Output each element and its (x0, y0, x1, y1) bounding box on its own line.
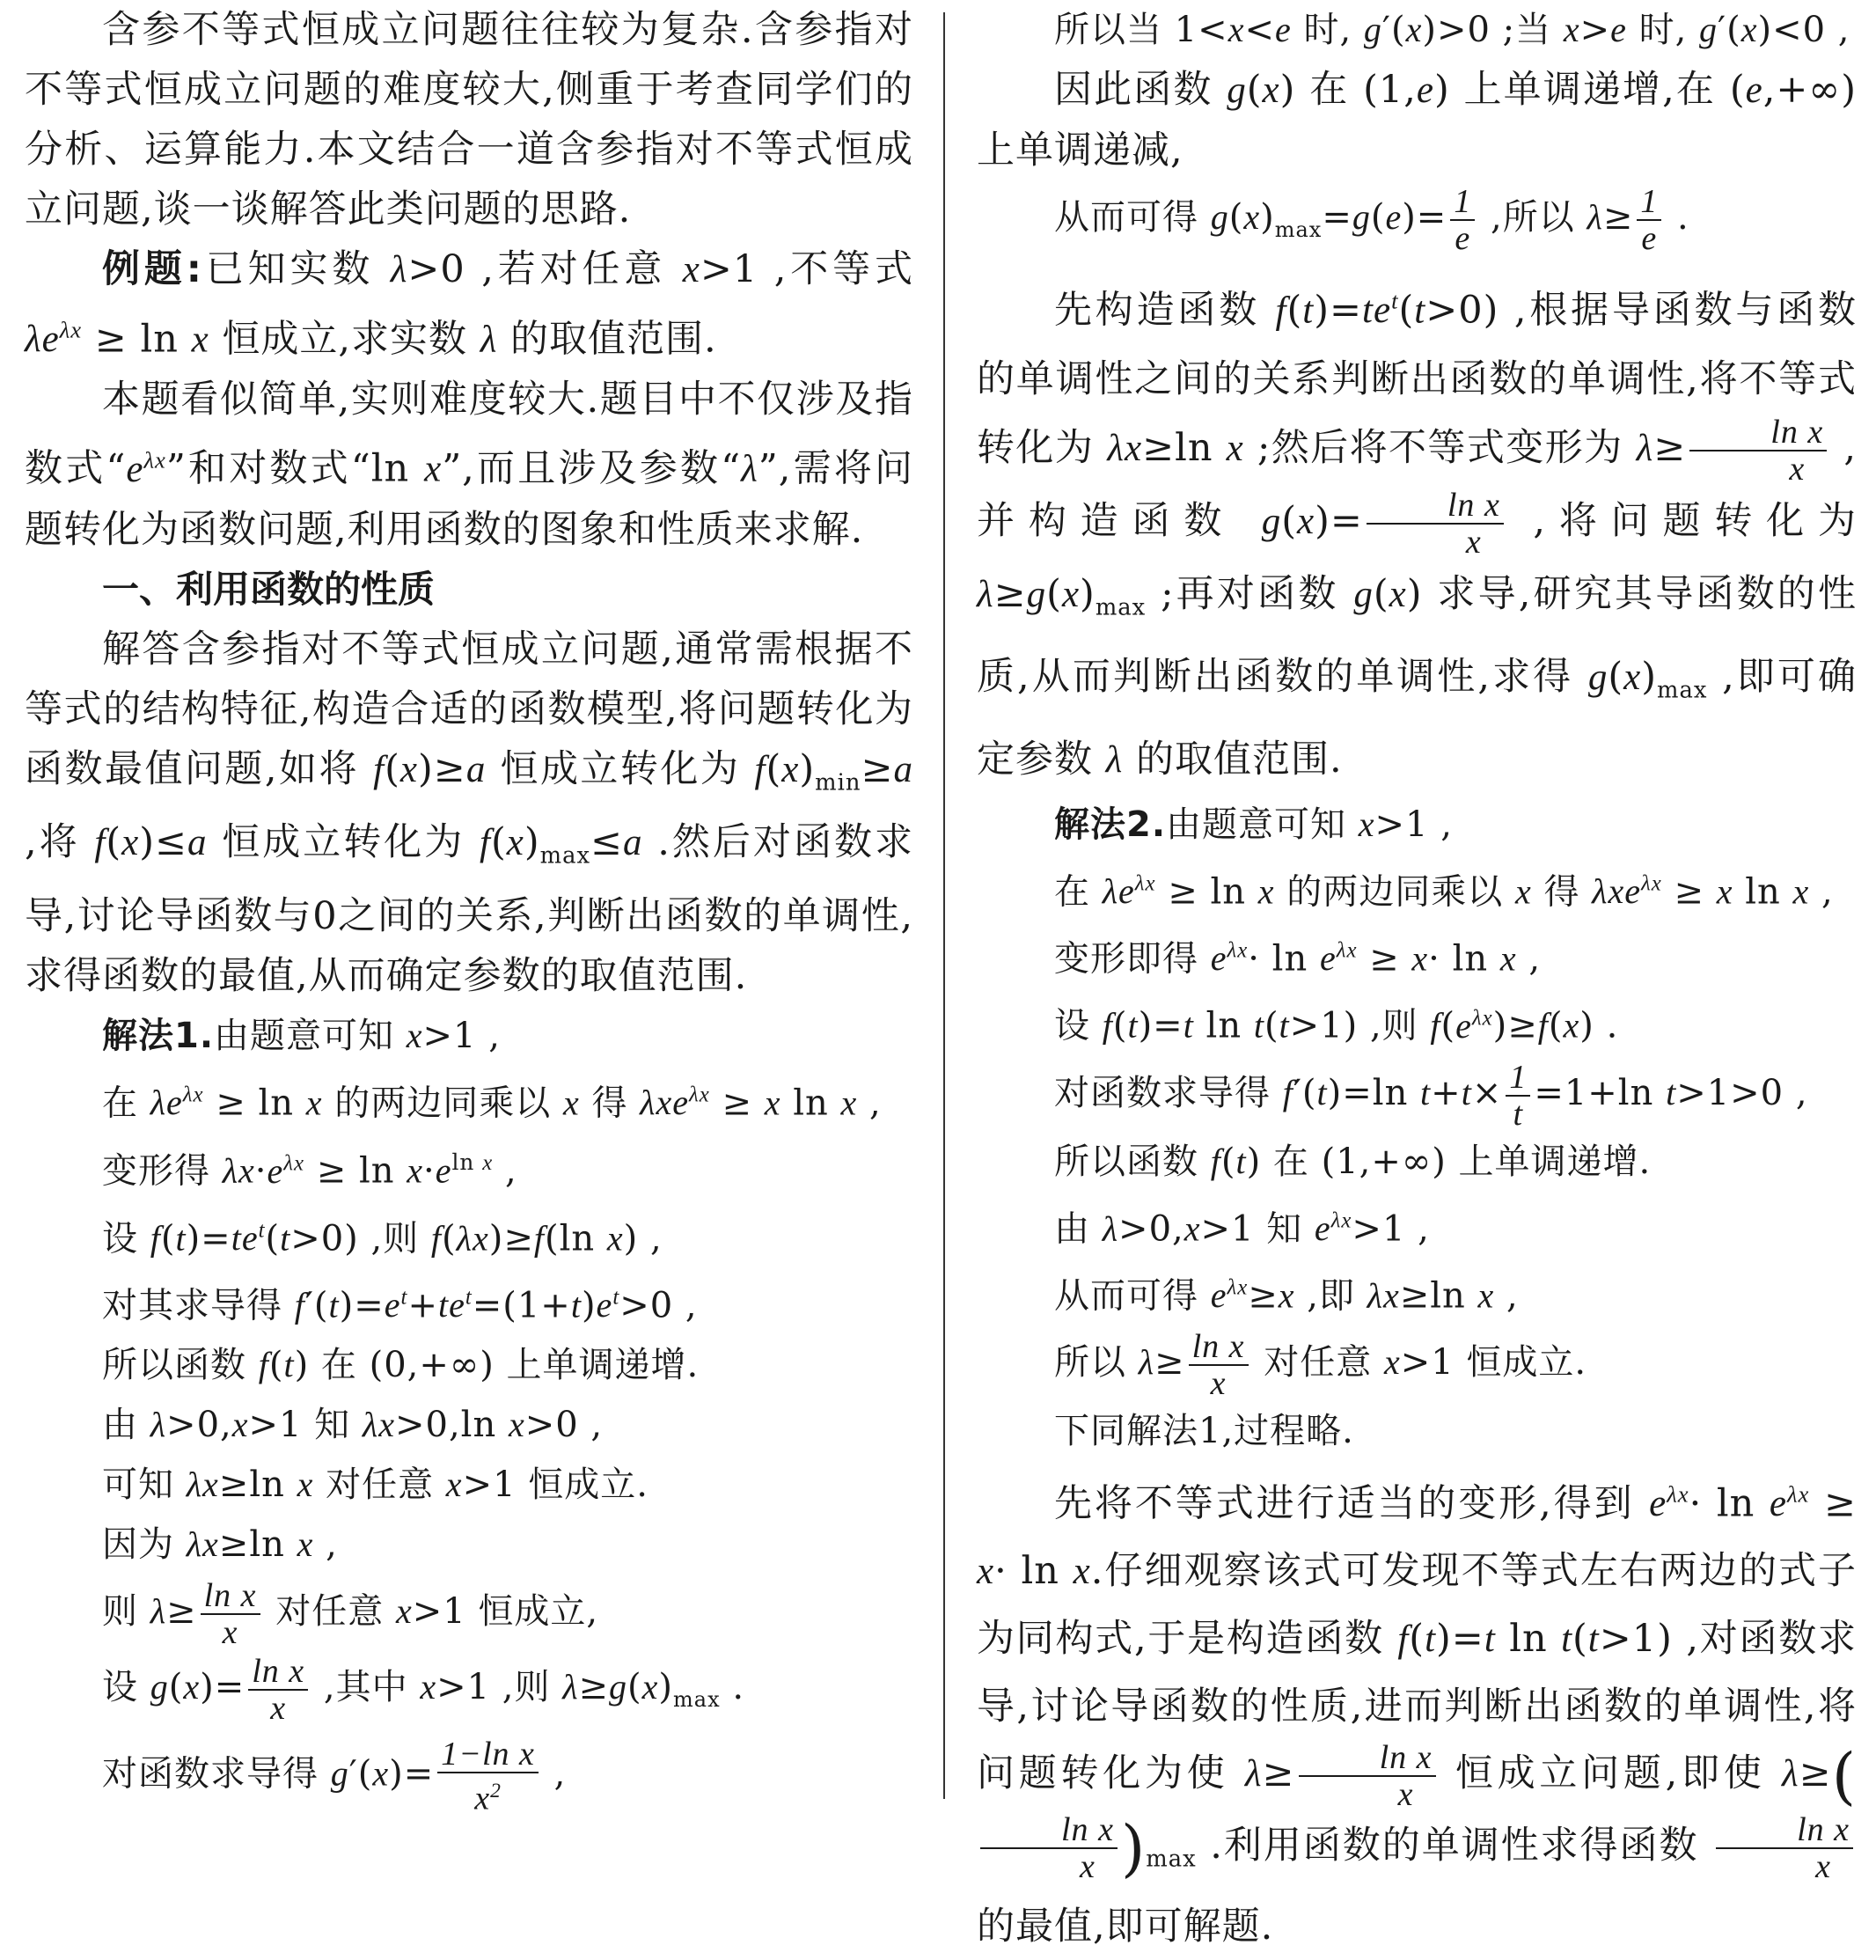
solution2-line-7: 由 λ>0,x>1 知 $e^{\lambda x}>1$ , (1054, 1208, 1430, 1249)
solution2-line-6: 所以函数 f(t) 在 (1,+∞) 上单调递增. (1054, 1141, 1652, 1182)
fraction: $\frac{\text{ln x}}{x}$ (1367, 488, 1504, 560)
right-line-1: 所以当 1<x<e 时, g′(x)>0 ;当 x>e 时, g′(x)<0 , (1054, 10, 1850, 50)
fraction: $\frac{\text{ln x}}{x}$ (248, 1654, 308, 1726)
solution1-line-3: 变形得 $\lambda x\cdot e^{\lambda x} \ge \ln x\cdot e^{ln x}$ , (102, 1149, 517, 1192)
fraction: $\frac{\text{ln x}}{x}$ (1189, 1329, 1249, 1401)
fraction: $\frac{\text{ln x}}{x}$ (1716, 1812, 1853, 1884)
solution2-line-3: 变形即得 $e^{\lambda x}\cdot \ln e^{\lambda x} \ge x\cdot \ln x$ , (1054, 938, 1542, 980)
solution1-line-11: 设 g(x)= $\frac{\text{ln x}}{x}$ ,其中 x>1 ,则 $\lambda\ge g(x)_{max}$ . (102, 1653, 745, 1728)
solution1-line-4: 设 $f(t)=te^t(t>0)$ ,则 f(λx)≥f(ln x) , (102, 1217, 663, 1259)
intro-paragraph: 含参不等式恒成立问题往往较为复杂.含参指对不等式恒成立问题的难度较大,侧重于考查同学们的分析、运算能力.本文结合一道含参指对不等式恒成立问题,谈一谈解答此类问题的思路. (25, 8, 913, 231)
solution1-line-9: 因为 λx≥ln x , (102, 1524, 338, 1566)
solution2-line-5: 对函数求导得 f′(t)=ln t+t× $\frac{1}{t}$ =1+ln t>1>0 , (1054, 1058, 1808, 1133)
fraction: $\frac{1}{e}$ (1637, 184, 1661, 256)
solution1-line-8: 可知 λx≥ln x 对任意 x>1 恒成立. (102, 1464, 649, 1506)
right-line-2: 因此函数 g(x) 在 (1,e) 上单调递增,在 (e,+∞) 上单调递减, (977, 68, 1857, 173)
fraction: $\frac{\text{ln x}}{x}$ (1299, 1740, 1436, 1812)
fraction: $\frac{\text{1−ln x}}{x^2}$ (437, 1736, 539, 1817)
solution1-line-7: 由 λ>0,x>1 知 λx>0,ln x>0 , (102, 1405, 604, 1446)
left-column (25, 0, 914, 1817)
analysis-paragraph: 本题看似简单,实则难度较大.题目中不仅涉及指数式“$e^{\lambda x}$”和对数式“ln x”,而且涉及参数“λ”,需将问题转化为函数问题,利用函数的图象和性质来求解. (25, 378, 914, 552)
method-paragraph: 解答含参指对不等式恒成立问题,通常需根据不等式的结构特征,构造合适的函数模型,将问题转化为函数最值问题,如将 f(x)≥a 恒成立转化为 $f(x)_{min}\ge a$ ,将 f(x)≤a 恒成立转化为 $f(x)_{max}\le a$ .然后对函数求导,讨论导函数与0之间的关系,判断出函数的单调性,求得函数的最值,从而确定参数的取值范围. (25, 627, 913, 998)
example-paragraph: 例题:已知实数 λ>0 ,若对任意 x>1 ,不等式 $\lambda e^{\lambda x} \ge \ln x$ 恒成立,求实数 λ 的取值范围. (25, 247, 913, 362)
fraction: $\frac{\text{ln x}}{x}$ (201, 1578, 260, 1650)
solution2-line-9: 所以 λ≥ $\frac{\text{ln x}}{x}$ 对任意 x>1 恒成立. (1054, 1328, 1587, 1403)
solution2-line-4: 设 f(t)=t ln t(t>1) ,则 $f(e^{\lambda x})\ge f(x)$ . (1054, 1005, 1619, 1046)
solution2-line-1: 解法2.由题意可知 x>1 , (1054, 804, 1453, 845)
solution1-line-1: 解法1.由题意可知 x>1 , (102, 1015, 501, 1056)
summary2-paragraph: 先将不等式进行适当的变形,得到 $e^{\lambda x}\cdot \ln e^{\lambda x} \ge x\cdot \ln x$.仔细观察该式可发现不等式左右两边的式子为同构式,于是构造函数 f(t)=t ln t(t>1) ,对函数求导,讨论导函数的性质,进而判断出函数的单调性,将问题转化为使 λ≥ $\frac{\text{ln x}}{x}$ 恒成立问题,即使 λ≥( $\frac{\text{ln x}}{x}$ )$_{max}$ .利用函数的单调性求得函数 $\frac{\text{ln x}}{x}$ 的最值,即可解题. (977, 1481, 1858, 1949)
solution2-line-10: 下同解法1,过程略. (1054, 1411, 1354, 1452)
fraction: $\frac{1}{e}$ (1450, 184, 1475, 256)
solution1-label: 解法1. (102, 1015, 215, 1056)
example-label: 例题: (102, 247, 202, 291)
fraction: $\frac{\text{ln x}}{x}$ (1689, 415, 1827, 487)
section-title: 一、利用函数的性质 (102, 567, 436, 611)
solution1-line-6: 所以函数 f(t) 在 (0,+∞) 上单调递增. (102, 1345, 700, 1386)
fraction: $\frac{1}{t}$ (1506, 1060, 1530, 1132)
solution1-line-5: 对其求导得 $f'(t)=e^t+te^t=(1+t)e^t>0$ , (102, 1285, 698, 1326)
solution1-line-2: 在 $\lambda e^{\lambda x} \ge \ln x$ 的两边同乘以 x 得 λxe$^{\lambda x}$ ≥ x ln x , (102, 1083, 882, 1124)
column-divider (943, 12, 945, 1799)
right-line-3: 从而可得 $g(x)_{max}=g(e)=$ $\frac{1}{e}$ ,所以 λ≥ $\frac{1}{e}$ . (1054, 183, 1689, 257)
solution2-label: 解法2. (1054, 804, 1167, 845)
solution1-line-12: 对函数求导得 g′(x)= $\frac{\text{1−ln x}}{x^2}$ , (102, 1736, 567, 1817)
solution1-line-10: 则 λ≥ $\frac{\text{ln x}}{x}$ 对任意 x>1 恒成立, (102, 1577, 599, 1652)
summary1-paragraph: 先构造函数 $f(t)=te^t(t>0)$ ,根据导函数与函数的单调性之间的关系判断出函数的单调性,将不等式转化为 λx≥ln x ;然后将不等式变形为 λ≥ $\frac{\text{ln x}}{x}$ ,并构造函数 g(x)= $\frac{\text{ln x}}{x}$ ,将问题转化为 $\lambda\ge g(x)_{max}$ ;再对函数 g(x) 求导,研究其导函数的性质,从而判断出函数的单调性,求得 $g(x)_{max}$ ,即可确定参数 λ 的取值范围. (977, 288, 1858, 782)
solution2-line-2: 在 $\lambda e^{\lambda x} \ge \ln x$ 的两边同乘以 x 得 λxe$^{\lambda x}$ ≥ x ln x , (1054, 870, 1834, 912)
solution2-line-8: 从而可得 $e^{\lambda x}\ge x$ ,即 λx≥ln x , (1054, 1275, 1519, 1317)
right-column (977, 0, 1858, 1949)
fraction: $\frac{\text{ln x}}{x}$ (980, 1812, 1118, 1884)
